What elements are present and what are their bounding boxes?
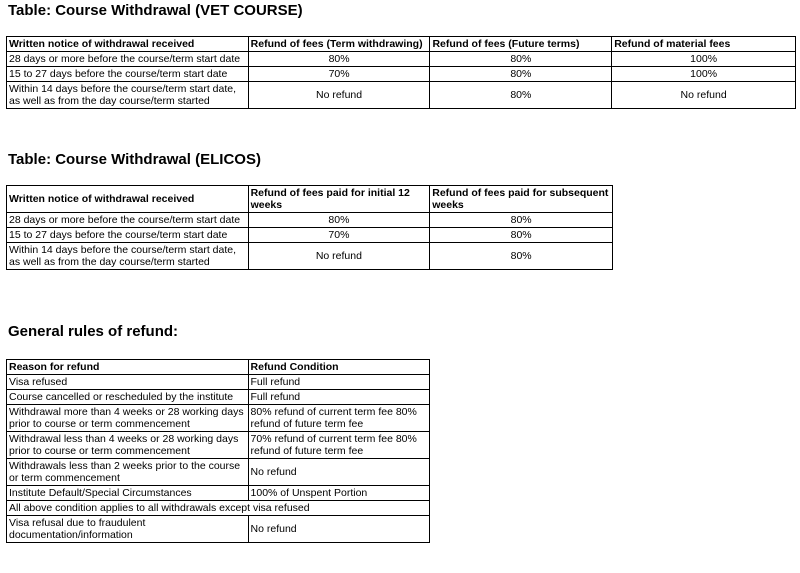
table-row: [7, 501, 430, 516]
table-cell: Within 14 days before the course/term start date, as well as from the day course/term started: [7, 243, 249, 270]
table-cell: 100%: [612, 52, 796, 67]
table-row: [7, 486, 430, 501]
column-header: Refund of fees (Term withdrawing): [248, 37, 430, 52]
table-row: [7, 375, 430, 390]
table-cell: Within 14 days before the course/term start date, as well as from the day course/term started: [7, 82, 249, 109]
table-cell: Withdrawals less than 2 weeks prior to the course or term commencement: [7, 459, 249, 486]
column-header: Refund Condition: [248, 360, 429, 375]
refund-rules-table: [6, 359, 430, 543]
table-cell: No refund: [248, 243, 430, 270]
table-row: [7, 432, 430, 459]
rules-section-title: General rules of refund:: [8, 323, 179, 340]
table-cell: 80%: [430, 243, 613, 270]
column-header: Refund of material fees: [612, 37, 796, 52]
table-header-row: [7, 360, 430, 375]
table-cell: No refund: [248, 82, 430, 109]
table-row: [7, 67, 796, 82]
column-header: Reason for refund: [7, 360, 249, 375]
table-cell: Institute Default/Special Circumstances: [7, 486, 249, 501]
table-cell: 70%: [248, 228, 430, 243]
table-cell: 15 to 27 days before the course/term start date: [7, 67, 249, 82]
table-cell: Full refund: [248, 390, 429, 405]
table-row: [7, 82, 796, 109]
vet-withdrawal-table: [6, 36, 796, 109]
table-cell: Visa refused: [7, 375, 249, 390]
table-cell: 100%: [612, 67, 796, 82]
table-header-row: [7, 186, 613, 213]
table-cell: 80%: [430, 228, 613, 243]
table-cell: 100% of Unspent Portion: [248, 486, 429, 501]
column-header: Written notice of withdrawal received: [7, 37, 249, 52]
table-cell: 70% refund of current term fee 80% refund of future term fee: [248, 432, 429, 459]
table-cell: 28 days or more before the course/term start date: [7, 213, 249, 228]
table-cell: 80%: [430, 82, 612, 109]
table-row: [7, 243, 613, 270]
elicos-withdrawal-table: [6, 185, 613, 270]
table-row: [7, 516, 430, 543]
table-cell: 80%: [430, 67, 612, 82]
column-header: Refund of fees paid for initial 12 weeks: [248, 186, 430, 213]
table-row: [7, 228, 613, 243]
table-cell: Visa refusal due to fraudulent documentation/information: [7, 516, 249, 543]
table-cell: 80%: [430, 52, 612, 67]
table-cell: No refund: [248, 516, 429, 543]
table-header-row: [7, 37, 796, 52]
table-cell: 28 days or more before the course/term start date: [7, 52, 249, 67]
table-cell: No refund: [248, 459, 429, 486]
table-row: [7, 390, 430, 405]
table-cell: 80% refund of current term fee 80% refund of future term fee: [248, 405, 429, 432]
table-cell: Course cancelled or rescheduled by the institute: [7, 390, 249, 405]
table-row: [7, 213, 613, 228]
table-cell: 70%: [248, 67, 430, 82]
column-header: Refund of fees paid for subsequent weeks: [430, 186, 613, 213]
table-cell: 15 to 27 days before the course/term start date: [7, 228, 249, 243]
table-row: [7, 52, 796, 67]
table-cell: Full refund: [248, 375, 429, 390]
table-cell: 80%: [430, 213, 613, 228]
rules-note: All above condition applies to all withdrawals except visa refused: [7, 501, 430, 516]
table-cell: 80%: [248, 52, 430, 67]
table-cell: 80%: [248, 213, 430, 228]
column-header: Refund of fees (Future terms): [430, 37, 612, 52]
table-row: [7, 405, 430, 432]
table-row: [7, 459, 430, 486]
vet-table-title: Table: Course Withdrawal (VET COURSE): [8, 2, 303, 19]
table-cell: No refund: [612, 82, 796, 109]
table-cell: Withdrawal less than 4 weeks or 28 working days prior to course or term commencement: [7, 432, 249, 459]
elicos-table-title: Table: Course Withdrawal (ELICOS): [8, 151, 261, 168]
column-header: Written notice of withdrawal received: [7, 186, 249, 213]
table-cell: Withdrawal more than 4 weeks or 28 working days prior to course or term commencement: [7, 405, 249, 432]
